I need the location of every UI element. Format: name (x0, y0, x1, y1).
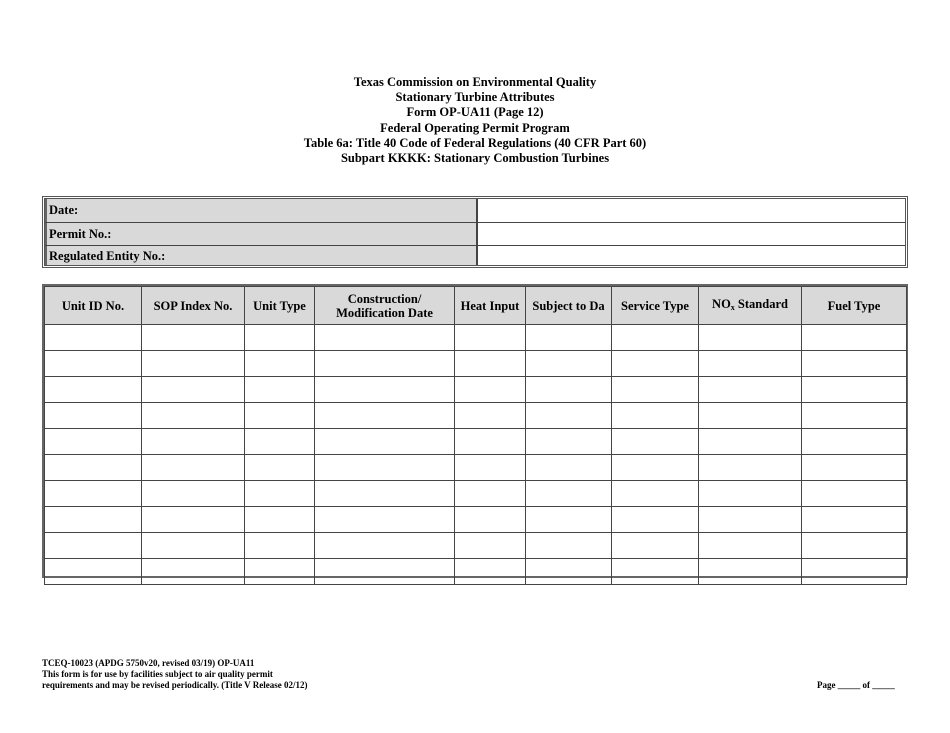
agency-title: Texas Commission on Environmental Quality (353, 75, 597, 89)
col-unit-id: Unit ID No. (45, 287, 142, 325)
table-cell[interactable] (699, 351, 802, 377)
table-cell[interactable] (245, 403, 315, 429)
table-cell[interactable] (315, 325, 455, 351)
table-cell[interactable] (455, 351, 526, 377)
col-subject-to-da: Subject to Da (526, 287, 612, 325)
table-cell[interactable] (315, 559, 455, 585)
table-cell[interactable] (699, 403, 802, 429)
col-fuel-type: Fuel Type (802, 287, 907, 325)
table-cell[interactable] (45, 403, 142, 429)
table-cell[interactable] (45, 325, 142, 351)
table-cell[interactable] (45, 481, 142, 507)
turbine-attributes-table (42, 284, 908, 578)
nox-prefix: NO (712, 296, 731, 311)
table-cell[interactable] (142, 351, 245, 377)
table-cell[interactable] (315, 429, 455, 455)
col-service-type: Service Type (612, 287, 699, 325)
table-row (45, 325, 907, 351)
table-cell[interactable] (455, 533, 526, 559)
regulated-entity-field[interactable] (477, 246, 905, 265)
table-cell[interactable] (802, 351, 907, 377)
table-cell[interactable] (45, 559, 142, 585)
table-cell[interactable] (245, 455, 315, 481)
table-cell[interactable] (455, 455, 526, 481)
table-row (45, 455, 907, 481)
table-cell[interactable] (612, 429, 699, 455)
table-cell[interactable] (802, 507, 907, 533)
table-row (45, 403, 907, 429)
table-row (45, 533, 907, 559)
table-cell[interactable] (612, 559, 699, 585)
table-cell[interactable] (455, 429, 526, 455)
table-cell[interactable] (526, 559, 612, 585)
date-label: Date: (45, 199, 477, 222)
table-cell[interactable] (526, 481, 612, 507)
form-usage-note-2: requirements and may be revised periodically. (Title V Release 02/12) (42, 680, 308, 690)
permit-number-field[interactable] (477, 223, 905, 245)
table-title: Table 6a: Title 40 Code of Federal Regulations (40 CFR Part 60) (303, 135, 647, 150)
table-cell[interactable] (245, 351, 315, 377)
table-cell[interactable] (526, 455, 612, 481)
col-sop-index: SOP Index No. (142, 287, 245, 325)
table-cell[interactable] (612, 481, 699, 507)
table-header-row (45, 287, 907, 325)
col-construction-date-line2: Modification Date (336, 305, 433, 320)
col-nox-standard (699, 287, 802, 325)
page-number: Page _____ of _____ (817, 680, 895, 690)
table-cell[interactable] (315, 351, 455, 377)
nox-subscript: x (730, 302, 735, 312)
entity-row (45, 245, 905, 265)
table-cell[interactable] (142, 559, 245, 585)
table-cell[interactable] (612, 455, 699, 481)
regulated-entity-label: Regulated Entity No.: (45, 246, 477, 265)
table-cell[interactable] (612, 351, 699, 377)
table-row (45, 377, 907, 403)
table-cell[interactable] (245, 559, 315, 585)
table-cell[interactable] (526, 377, 612, 403)
table-cell[interactable] (802, 533, 907, 559)
form-footer (42, 658, 308, 691)
table-cell[interactable] (699, 533, 802, 559)
table-cell[interactable] (142, 481, 245, 507)
table-cell[interactable] (612, 507, 699, 533)
table-row (45, 559, 907, 585)
table-cell[interactable] (802, 559, 907, 585)
table-cell[interactable] (142, 377, 245, 403)
table-cell[interactable] (699, 325, 802, 351)
table-cell[interactable] (699, 507, 802, 533)
table-cell[interactable] (245, 507, 315, 533)
table-cell[interactable] (45, 429, 142, 455)
table-cell[interactable] (526, 403, 612, 429)
table-cell[interactable] (526, 325, 612, 351)
table-cell[interactable] (802, 429, 907, 455)
program-name: Federal Operating Permit Program (380, 120, 570, 135)
table-cell[interactable] (245, 481, 315, 507)
nox-suffix: Standard (734, 296, 788, 311)
table-cell[interactable] (315, 403, 455, 429)
form-subject: Stationary Turbine Attributes (395, 90, 555, 105)
table-cell[interactable] (802, 455, 907, 481)
table-cell[interactable] (699, 429, 802, 455)
col-construction-date-line1: Construction/ (347, 291, 422, 306)
table-cell[interactable] (526, 533, 612, 559)
table-cell[interactable] (315, 455, 455, 481)
table-cell[interactable] (142, 455, 245, 481)
table-row (45, 481, 907, 507)
table-cell[interactable] (802, 481, 907, 507)
table-cell[interactable] (142, 507, 245, 533)
table-cell[interactable] (45, 507, 142, 533)
date-row (45, 199, 905, 222)
col-construction-date (315, 287, 455, 325)
table-cell[interactable] (526, 429, 612, 455)
date-field[interactable] (477, 199, 905, 222)
table-cell[interactable] (699, 559, 802, 585)
table-cell[interactable] (526, 351, 612, 377)
table-cell[interactable] (699, 377, 802, 403)
table-cell[interactable] (142, 325, 245, 351)
table-body (45, 325, 907, 585)
table-cell[interactable] (45, 351, 142, 377)
table-row (45, 351, 907, 377)
table-cell[interactable] (45, 455, 142, 481)
table-cell[interactable] (315, 377, 455, 403)
table-cell[interactable] (245, 325, 315, 351)
table-cell[interactable] (142, 533, 245, 559)
table-cell[interactable] (699, 455, 802, 481)
permit-row (45, 222, 905, 245)
table-cell[interactable] (315, 533, 455, 559)
form-usage-note-1: This form is for use by facilities subject to air quality permit (42, 669, 273, 679)
permit-number-label: Permit No.: (45, 223, 477, 245)
form-revision: TCEQ-10023 (APDG 5750v20, revised 03/19) OP-UA11 (42, 658, 255, 668)
table-cell[interactable] (802, 325, 907, 351)
table-cell[interactable] (455, 481, 526, 507)
table-cell[interactable] (455, 403, 526, 429)
permit-info-table (42, 196, 908, 268)
table-cell[interactable] (45, 533, 142, 559)
col-heat-input: Heat Input (455, 287, 526, 325)
table-cell[interactable] (455, 377, 526, 403)
form-number: Form OP-UA11 (Page 12) (406, 105, 544, 120)
table-cell[interactable] (612, 533, 699, 559)
table-cell[interactable] (245, 429, 315, 455)
table-cell[interactable] (245, 533, 315, 559)
table-cell[interactable] (142, 403, 245, 429)
form-header (0, 75, 950, 166)
table-cell[interactable] (526, 507, 612, 533)
table-cell[interactable] (612, 325, 699, 351)
table-row (45, 429, 907, 455)
table-cell[interactable] (802, 403, 907, 429)
table-cell[interactable] (455, 325, 526, 351)
table-row (45, 507, 907, 533)
table-cell[interactable] (802, 377, 907, 403)
table-cell[interactable] (142, 429, 245, 455)
table-cell[interactable] (699, 481, 802, 507)
col-unit-type: Unit Type (245, 287, 315, 325)
table-cell[interactable] (315, 481, 455, 507)
table-cell[interactable] (612, 403, 699, 429)
subpart-title: Subpart KKKK: Stationary Combustion Turbines (340, 151, 610, 166)
table-cell[interactable] (315, 507, 455, 533)
table-cell[interactable] (45, 377, 142, 403)
table-cell[interactable] (245, 377, 315, 403)
table-cell[interactable] (455, 559, 526, 585)
table-cell[interactable] (612, 377, 699, 403)
table-cell[interactable] (455, 507, 526, 533)
